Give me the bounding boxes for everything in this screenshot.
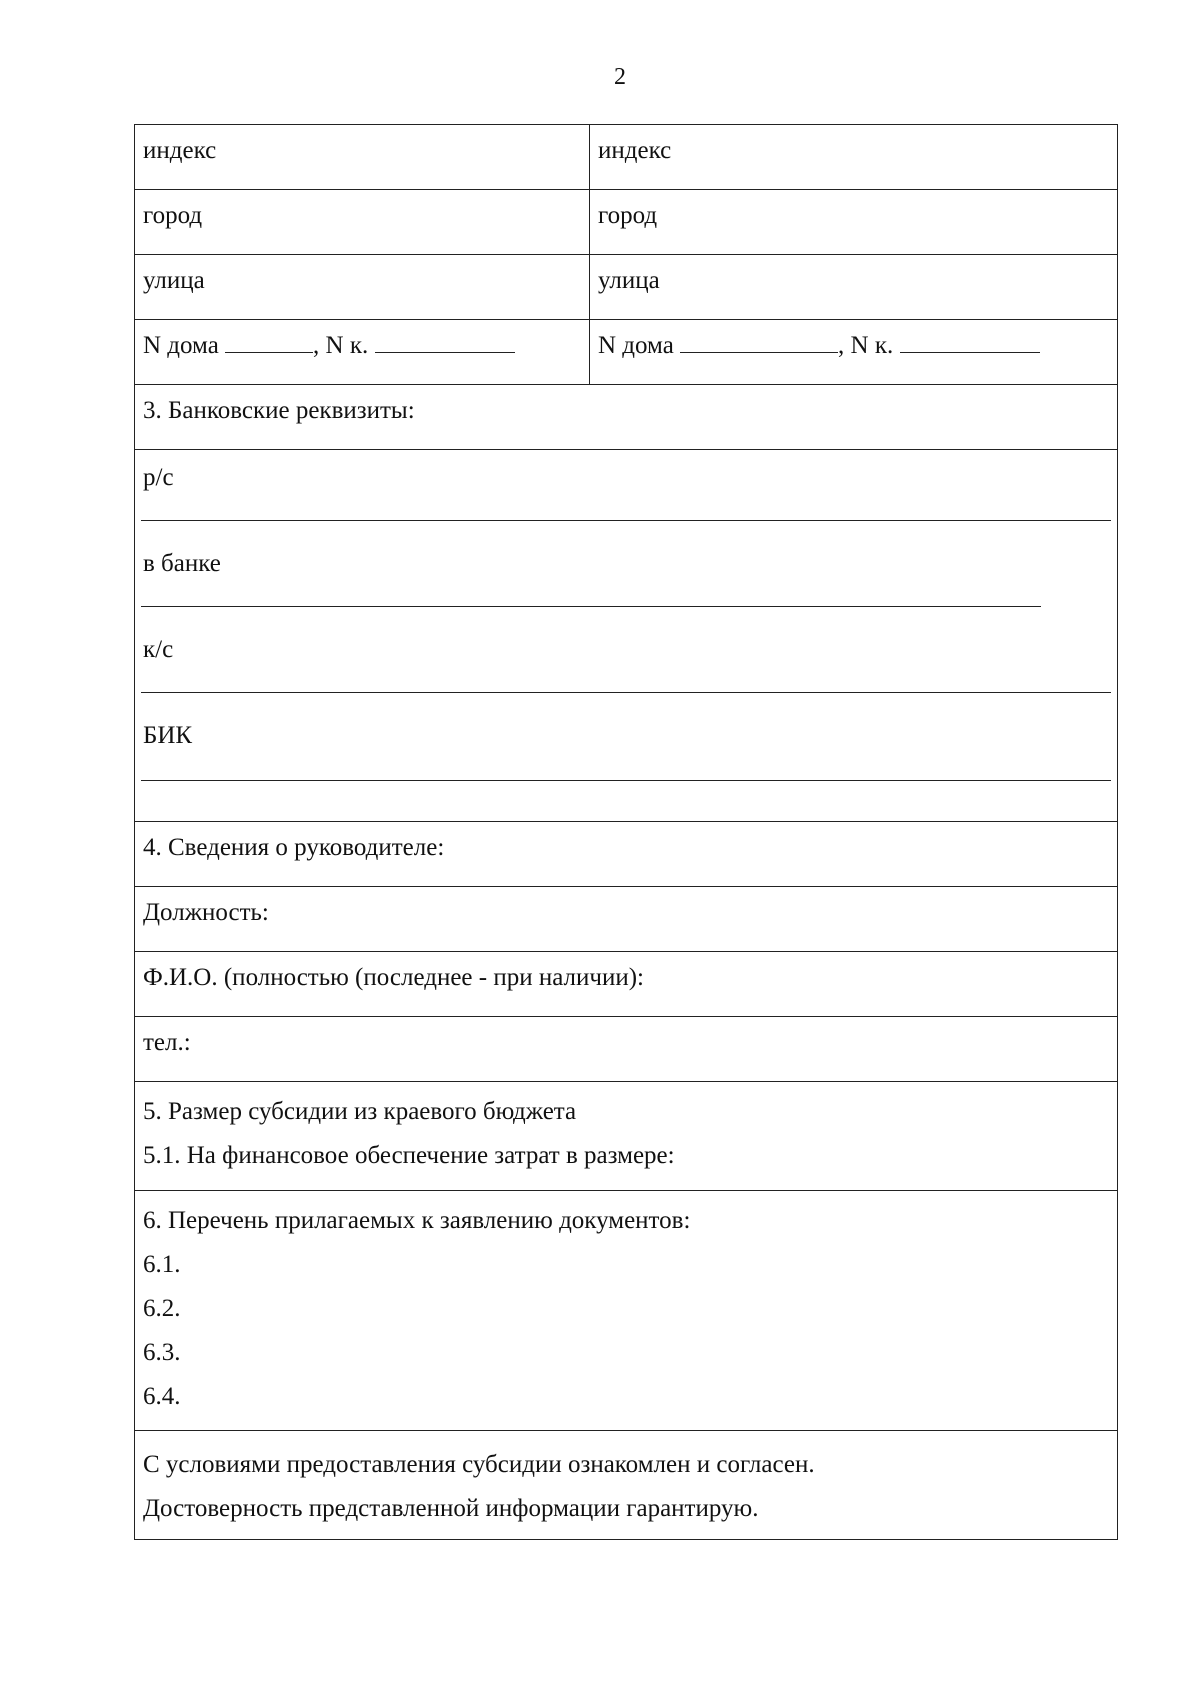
full-name-label: Ф.И.О. (полностью (последнее - при наличии): <box>143 964 645 991</box>
bank-heading: 3. Банковские реквизиты: <box>143 397 415 424</box>
account-line[interactable] <box>141 520 1111 521</box>
bik-line[interactable] <box>141 780 1111 781</box>
corr-account-line[interactable] <box>141 692 1111 693</box>
document-item: 6.1. <box>143 1251 181 1278</box>
building-label: , N к. <box>313 332 369 359</box>
head-heading-row <box>135 822 1117 887</box>
house-cell-left <box>135 320 590 384</box>
phone-label: тел.: <box>143 1029 191 1056</box>
subsidy-item: 5.1. На финансовое обеспечение затрат в размере: <box>143 1142 675 1169</box>
head-heading: 4. Сведения о руководителе: <box>143 834 445 861</box>
house-number-blank[interactable] <box>225 332 313 353</box>
bank-name-line[interactable] <box>141 606 1041 607</box>
position-label: Должность: <box>143 899 269 926</box>
bank-name-label: в банке <box>143 550 221 577</box>
bank-heading-row <box>135 385 1117 450</box>
building-number-blank[interactable] <box>900 332 1040 353</box>
subsidy-block <box>135 1082 1117 1191</box>
street-field-left[interactable]: улица <box>135 255 590 319</box>
house-cell-right <box>590 320 1117 384</box>
street-row <box>135 255 1117 320</box>
city-field-right[interactable]: город <box>598 202 658 229</box>
house-label: N дома <box>598 332 674 359</box>
agreement-line-1: С условиями предоставления субсидии ознакомлен и согласен. <box>143 1451 815 1478</box>
agreement-block <box>135 1431 1117 1539</box>
application-form-table <box>134 124 1118 1540</box>
house-number-blank[interactable] <box>680 332 838 353</box>
documents-heading: 6. Перечень прилагаемых к заявлению документов: <box>143 1207 691 1234</box>
agreement-line-2: Достоверность представленной информации гарантирую. <box>143 1495 759 1522</box>
documents-block <box>135 1191 1117 1431</box>
building-label: , N к. <box>838 332 894 359</box>
house-row <box>135 320 1117 385</box>
subsidy-heading: 5. Размер субсидии из краевого бюджета <box>143 1098 577 1125</box>
index-field-right[interactable]: индекс <box>598 137 672 164</box>
page-number: 2 <box>614 64 626 90</box>
document-item: 6.2. <box>143 1295 181 1322</box>
position-row <box>135 887 1117 952</box>
city-field-left[interactable]: город <box>135 190 590 254</box>
document-item: 6.3. <box>143 1339 181 1366</box>
bank-details-block <box>135 450 1117 822</box>
street-field-right[interactable]: улица <box>598 267 660 294</box>
index-row <box>135 125 1117 190</box>
index-field-left[interactable]: индекс <box>135 125 590 189</box>
full-name-row <box>135 952 1117 1017</box>
bik-label: БИК <box>143 722 193 749</box>
corr-account-label: к/с <box>143 636 174 663</box>
building-number-blank[interactable] <box>375 332 515 353</box>
phone-row <box>135 1017 1117 1082</box>
document-item: 6.4. <box>143 1383 181 1410</box>
account-label: р/с <box>143 464 174 491</box>
house-label: N дома <box>143 332 219 359</box>
city-row <box>135 190 1117 255</box>
